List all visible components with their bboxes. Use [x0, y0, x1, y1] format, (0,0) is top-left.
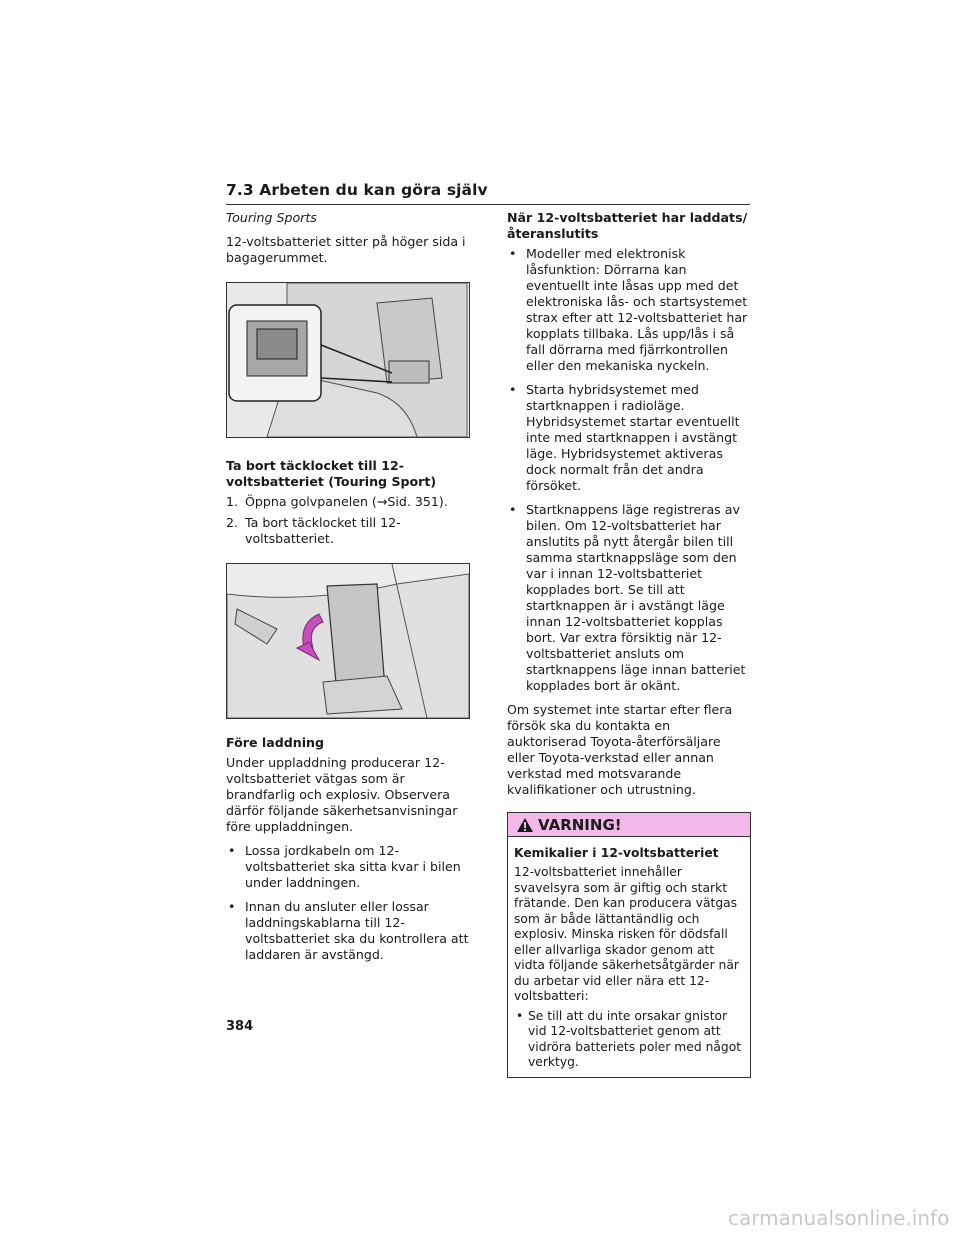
page-number: 384 [226, 1019, 254, 1034]
warning-triangle-icon [516, 817, 534, 833]
list-item-text: Starta hybridsystemet med startknappen i radioläge. Hybridsystemet startar eventuellt inte med startknappen i avstängt läge. Hybridsystemet aktiveras dock normalt från det andra försöket. [526, 382, 740, 493]
list-item: • Modeller med elektronisk låsfunktion: Dörrarna kan eventuellt inte låsas upp med det elektroniska lås- och startsystemet strax efter att 12-voltsbatteriet har kopplats tillbaka. Lås upp/lås i så fall dörrarna med fjärrkontrollen eller den mekaniska nyckeln. [509, 246, 748, 373]
cover-removal-drawing [227, 564, 469, 718]
step-number: 2. [226, 515, 239, 530]
list-item-text: Modeller med elektronisk låsfunktion: Dörrarna kan eventuellt inte låsas upp med det elektroniska lås- och startsystemet strax efter att 12-voltsbatteriet har kopplats tillbaka. Lås upp/lås i så fall dörrarna med fjärrkontrollen eller den mekaniska nyckeln. [526, 246, 748, 373]
list-item-text: Innan du ansluter eller lossar laddningskablarna till 12-voltsbatteriet ska du kontrollera att laddaren är avstängd. [245, 899, 469, 962]
reconnect-heading: När 12-voltsbatteriet har laddats/återanslutits [507, 210, 748, 241]
list-item-text: Startknappens läge registreras av bilen. Om 12-voltsbatteriet har anslutits på nytt återgår bilen till samma startknappsläge som den var i innan 12-voltsbatteriet kopplades bort. Se till att startknappen är i avstängt läge innan 12-voltsbatteriet kopplas bort. Var extra försiktig när 12-voltsbatteriet ansluts om startknappens läge innan batteriet kopplades bort är okänt. [526, 502, 746, 693]
variant-label: Touring Sports [226, 210, 317, 225]
section-header [226, 180, 750, 205]
left-column [226, 210, 470, 971]
step-item [226, 494, 470, 510]
cover-removal-illustration [226, 563, 470, 719]
list-item: • Innan du ansluter eller lossar laddningskablarna till 12-voltsbatteriet ska du kontrollera att laddaren är avstängd. [228, 899, 469, 962]
warning-title: VARNING! [538, 815, 622, 834]
list-item-text: Se till att du inte orsakar gnistor vid 12-voltsbatteriet genom att vidröra batteriets poler med något verktyg. [528, 1008, 742, 1069]
warning-header [508, 813, 750, 837]
step-item [226, 515, 470, 547]
warning-box [507, 812, 751, 1078]
step-number: 1. [226, 494, 239, 509]
list-item: • Se till att du inte orsakar gnistor vid 12-voltsbatteriet genom att vidröra batteriets poler med något verktyg. [516, 1008, 742, 1069]
trunk-battery-drawing [227, 283, 469, 437]
closing-text: Om systemet inte startar efter flera försök ska du kontakta en auktoriserad Toyota-återförsäljare eller Toyota-verkstad eller annan verkstad med motsvarande kvalifikationer och utrustning. [507, 702, 733, 797]
list-item: • Startknappens läge registreras av bilen. Om 12-voltsbatteriet har anslutits på nytt återgår bilen till samma startknappsläge som den var i innan 12-voltsbatteriet kopplades bort. Se till att startknappen är i avstängt läge innan 12-voltsbatteriet kopplas bort. Var extra försiktig när 12-voltsbatteriet ansluts om startknappens läge innan batteriet kopplades bort är okänt. [509, 502, 746, 693]
warning-body [508, 837, 750, 1077]
trunk-battery-illustration [226, 282, 470, 438]
warning-text: 12-voltsbatteriet innehåller svavelsyra som är giftig och starkt frätande. Den kan producera vätgas som är både lättantändlig och explosiv. Minska risken för dödsfall eller allvarliga skador genom att vidta följande säkerhetsåtgärder när du arbetar vid eller nära ett 12-voltsbatteri: [514, 865, 739, 1003]
warning-heading: Kemikalier i 12-voltsbatteriet [514, 846, 719, 860]
watermark: carmanualsonline.info [728, 1206, 950, 1230]
step-text: Öppna golvpanelen (→Sid. 351). [245, 494, 448, 509]
list-item: • Starta hybridsystemet med startknappen i radioläge. Hybridsystemet startar eventuellt inte med startknappen i avstängt läge. Hybridsystemet aktiveras dock normalt från det andra försöket. [509, 382, 740, 493]
cover-removal-heading: Ta bort täcklocket till 12-voltsbatteriet (Touring Sport) [226, 458, 437, 489]
charging-text: Under uppladdning producerar 12-voltsbatteriet vätgas som är brandfarlig och explosiv. Observera därför följande säkerhetsanvisningar före uppladdningen. [226, 755, 458, 834]
section-title: 7.3 Arbeten du kan göra själv [226, 181, 488, 199]
right-column [507, 210, 751, 1078]
list-item: • Lossa jordkabeln om 12-voltsbatteriet ska sitta kvar i bilen under laddningen. [228, 843, 461, 890]
list-item-text: Lossa jordkabeln om 12-voltsbatteriet ska sitta kvar i bilen under laddningen. [245, 843, 461, 890]
battery-location-text: 12-voltsbatteriet sitter på höger sida i bagagerummet. [226, 234, 466, 265]
step-text: Ta bort täcklocket till 12-voltsbatteriet. [245, 515, 401, 546]
charging-heading: Före laddning [226, 735, 324, 750]
